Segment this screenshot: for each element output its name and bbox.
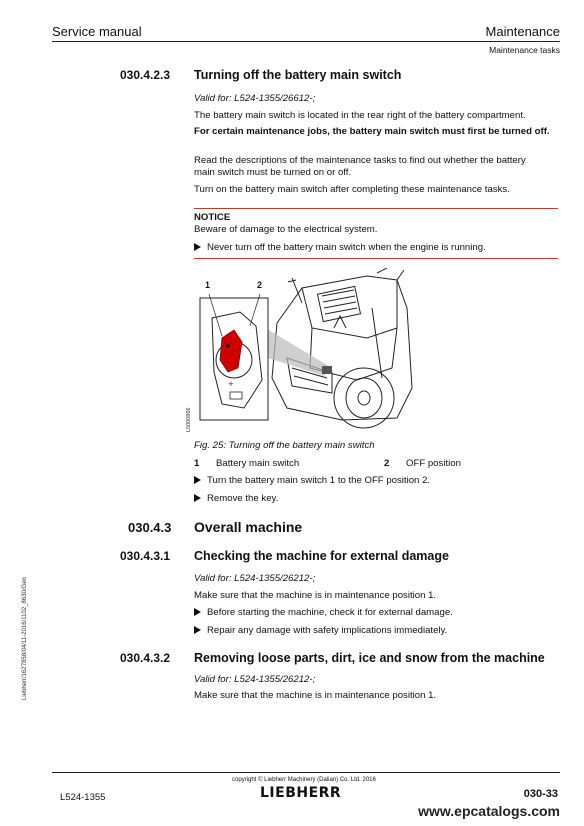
- section-title: Checking the machine for external damage: [194, 549, 449, 563]
- header-subtitle: Maintenance tasks: [489, 45, 560, 55]
- figure-battery-switch: [192, 268, 418, 436]
- header-left: Service manual: [52, 24, 142, 39]
- paragraph: Make sure that the machine is in maintenance position 1.: [194, 690, 437, 701]
- notice-title: NOTICE: [194, 212, 231, 223]
- callout-1: 1: [205, 280, 211, 290]
- paragraph: Make sure that the machine is in maintenance position 1.: [194, 590, 437, 601]
- valid-for: Valid for: L524-1355/26212-;: [194, 674, 316, 685]
- figure-caption: Fig. 25: Turning off the battery main switch: [194, 440, 375, 451]
- model-number: L524-1355: [60, 792, 106, 803]
- legend-num: 2: [384, 458, 390, 469]
- notice-bullet-text: Never turn off the battery main switch when the engine is running.: [207, 242, 486, 253]
- bullet-text: Repair any damage with safety implications immediately.: [207, 625, 448, 636]
- paragraph: Turn on the battery main switch after completing these maintenance tasks.: [194, 184, 510, 195]
- callout-2: 2: [257, 280, 263, 290]
- notice-text: Beware of damage to the electrical system.: [194, 224, 378, 235]
- step-text: Remove the key.: [207, 493, 279, 504]
- section-number: 030.4.2.3: [120, 68, 171, 82]
- footer-rule: [52, 772, 560, 773]
- legend-label: OFF position: [406, 458, 461, 469]
- section-title: Turning off the battery main switch: [194, 68, 402, 82]
- watermark: www.epcatalogs.com: [418, 803, 560, 819]
- side-document-code: Liebherr/1627858/04/11-2016/1102_8630/Gen: [22, 577, 28, 700]
- valid-for: Valid for: L524-1355/26612-;: [194, 93, 316, 104]
- bullet: [194, 607, 453, 619]
- section-number: 030.4.3.2: [120, 651, 171, 665]
- page-number: 030-33: [523, 788, 558, 800]
- legend-label: Battery main switch: [216, 458, 300, 469]
- paragraph: The battery main switch is located in the rear right of the battery compartment.: [194, 110, 526, 121]
- arrow-bullet-icon: [194, 476, 201, 484]
- notice-rule: [194, 258, 558, 259]
- copyright: copyright © Liebherr Machinery (Dalian) Co. Ltd. 2016: [232, 777, 376, 783]
- step: [194, 493, 278, 505]
- arrow-bullet-icon: [194, 494, 201, 502]
- arrow-bullet-icon: [194, 608, 201, 616]
- step-text: Turn the battery main switch 1 to the OFF position 2.: [207, 475, 431, 486]
- section-title: Overall machine: [194, 519, 303, 535]
- notice-bullet: [194, 242, 486, 254]
- valid-for: Valid for: L524-1355/26212-;: [194, 573, 316, 584]
- paragraph: Read the descriptions of the maintenance tasks to find out whether the battery main switch must be turned on or off.: [194, 155, 526, 178]
- section-number: 030.4.3.1: [120, 549, 171, 563]
- header-right: Maintenance: [485, 24, 560, 39]
- arrow-bullet-icon: [194, 243, 201, 251]
- step: [194, 475, 430, 487]
- section-title: Removing loose parts, dirt, ice and snow from the machine: [194, 651, 545, 665]
- header-rule: [52, 41, 560, 42]
- bullet-text: Before starting the machine, check it for external damage.: [207, 607, 453, 618]
- section-number: 030.4.3: [128, 520, 172, 535]
- paragraph-bold: For certain maintenance jobs, the battery main switch must first be turned off.: [194, 126, 550, 137]
- legend-num: 1: [194, 458, 200, 469]
- bullet: [194, 625, 447, 637]
- svg-text:+: +: [228, 380, 234, 388]
- notice-rule: [194, 208, 558, 209]
- arrow-bullet-icon: [194, 626, 201, 634]
- image-code: L5000866: [186, 407, 192, 432]
- loader-illustration: [192, 268, 418, 436]
- brand-logo: LIEBHERR: [260, 785, 342, 801]
